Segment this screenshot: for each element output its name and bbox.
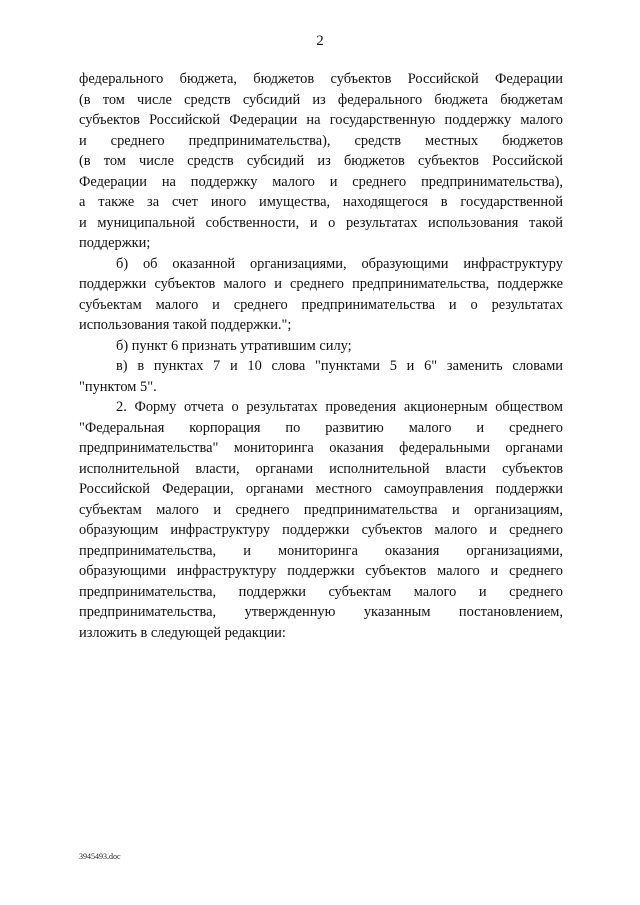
text-line: и муниципальной собственности, и о результатах использования такой <box>79 214 563 231</box>
paragraph-continuation <box>79 69 563 254</box>
text-line: изложить в следующей редакции: <box>79 624 286 641</box>
text-line: б) об оказанной организациями, образующими инфраструктуру <box>116 255 563 272</box>
text-line: (в том числе средств субсидий из бюджетов субъектов Российской <box>79 153 563 169</box>
text-line: образующим инфраструктуру поддержки субъектов малого и среднего <box>79 522 563 538</box>
paragraph-item-v-points-7-10 <box>79 356 563 397</box>
text-line: предпринимательства, и мониторинга оказания организациями, <box>79 542 563 559</box>
footer-file-name: 3945493.doc <box>79 852 121 861</box>
paragraph-item-b-point-6 <box>79 336 563 357</box>
text-line: (в том числе средств субсидий из федерального бюджета бюджетам <box>79 91 563 108</box>
text-line: Федерации на поддержку малого и среднего предпринимательства), <box>79 173 563 190</box>
text-line: и среднего предпринимательства), средств местных бюджетов <box>79 132 563 149</box>
text-line: субъектов Российской Федерации на государственную поддержку малого <box>79 112 563 128</box>
text-line: 2. Форму отчета о результатах проведения акционерным обществом <box>116 399 563 415</box>
text-line: федерального бюджета, бюджетов субъектов Российской Федерации <box>79 71 563 87</box>
text-line: субъектам малого и среднего предпринимательства и о результатах <box>79 296 563 313</box>
text-line: образующими инфраструктуру поддержки субъектов малого и среднего <box>79 563 563 579</box>
text-line: предпринимательства, поддержки субъектам малого и среднего <box>79 583 563 600</box>
text-line: предпринимательства, утвержденную указанным постановлением, <box>79 604 563 620</box>
text-line: субъектам малого и среднего предпринимательства и организациям, <box>79 501 563 518</box>
text-line: "Федеральная корпорация по развитию малого и среднего <box>79 419 563 436</box>
page-number: 2 <box>316 33 324 49</box>
text-line: использования такой поддержки."; <box>79 317 292 333</box>
paragraph-subitem-b-infrastructure <box>79 254 563 336</box>
text-line: поддержки субъектов малого и среднего предпринимательства, поддержке <box>79 276 563 292</box>
text-line: "пунктом 5". <box>79 378 157 395</box>
paragraph-item-2-report-form <box>79 397 563 643</box>
text-line: Российской Федерации, органами местного самоуправления поддержки <box>79 481 563 497</box>
text-line: а также за счет иного имущества, находящегося в государственной <box>79 194 563 210</box>
text-line: б) пункт 6 признать утратившим силу; <box>116 337 352 354</box>
document-body <box>79 69 563 643</box>
text-line: предпринимательства" мониторинга оказания федеральными органами <box>79 440 563 456</box>
text-line: в) в пунктах 7 и 10 слова "пунктами 5 и 6" заменить словами <box>116 358 563 374</box>
text-line: исполнительной власти, органами исполнительной власти субъектов <box>79 460 563 477</box>
text-line: поддержки; <box>79 235 151 251</box>
